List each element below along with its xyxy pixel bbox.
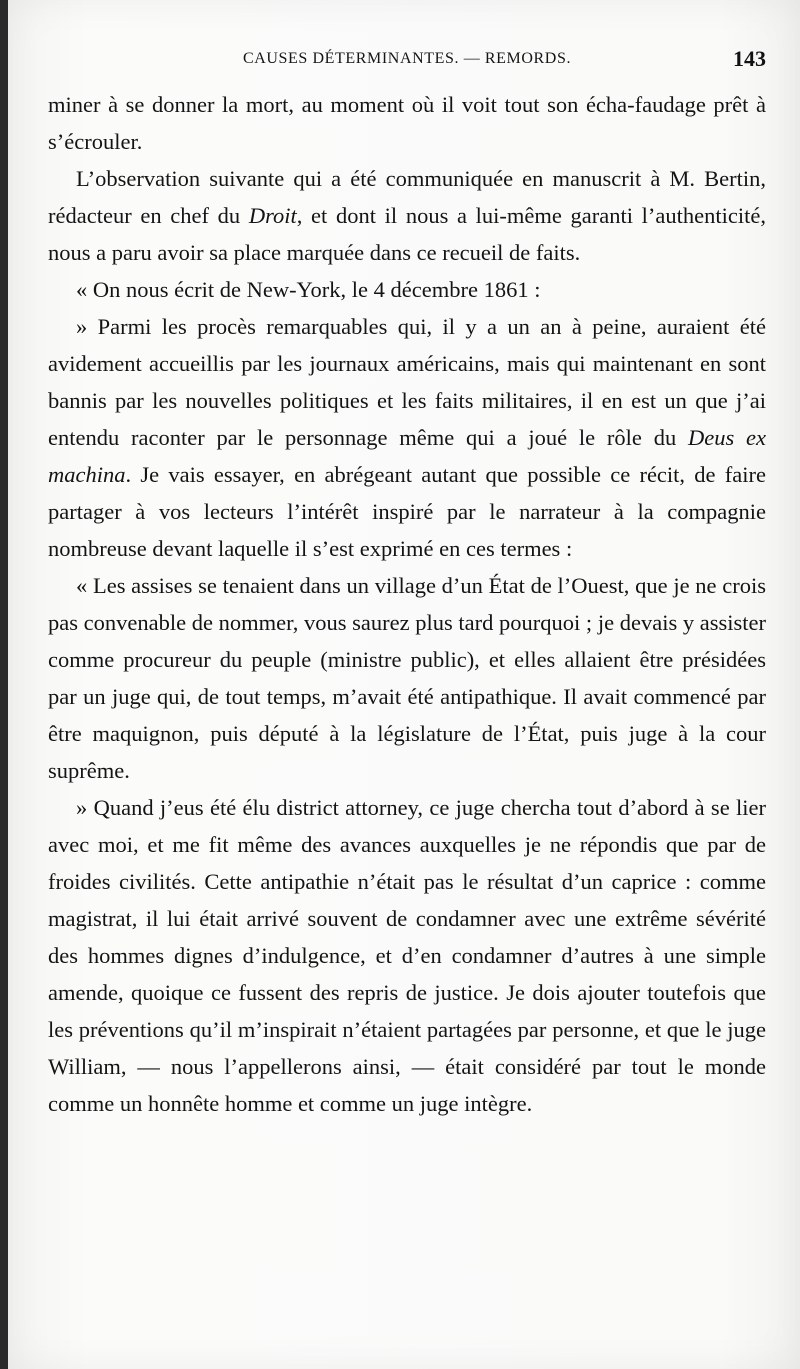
text-segment: » Quand j’eus été élu district attorney, ce juge chercha tout d’abord à se lier avec moi, et me fit même des avances auxquelles je ne répondis que par de froides civilités. Cette antipathie n’était pas le résultat d’un caprice : comme magistrat, il lui était arrivé souvent de condamner avec une extrême sévérité des hommes dignes d’indulgence, et d’en condamner d’autres à une simple amende, quoique ce fussent des repris de justice. Je dois ajouter toutefois que les préventions qu’il m’inspirait n’étaient partagées par personne, et que le juge William, — nous l’appellerons ainsi, — était considéré par tout le monde comme un honnête homme et comme un juge intègre.: [48, 795, 766, 1116]
text-segment: , et dont il nous a lui-même garanti l’authenticité, nous a paru avoir sa place marquée dans ce recueil de faits.: [48, 203, 766, 265]
body-text: [48, 86, 766, 1122]
page-number: 143: [733, 46, 766, 71]
paragraph: [48, 86, 766, 160]
text-segment: L’observation suivante qui a été communiquée en manuscrit à M. Bertin, rédacteur en chef du: [48, 166, 766, 228]
book-page: [8, 0, 800, 1369]
running-head: CAUSES DÉTERMINANTES. — REMORDS.: [242, 50, 572, 67]
paragraph: [48, 789, 766, 1122]
paragraph: [48, 567, 766, 789]
paragraph: [48, 271, 766, 308]
text-segment: « On nous écrit de New-York, le 4 décembre 1861 :: [76, 277, 541, 302]
text-segment: » Parmi les procès remarquables qui, il y a un an à peine, auraient été avidement accueillis par les journaux américains, mais qui maintenant en sont bannis par les nouvelles politiques et les faits militaires, il en est un que j’ai entendu raconter par le personnage même qui a joué le rôle du: [48, 314, 766, 450]
page-header: [48, 46, 766, 76]
text-segment: « Les assises se tenaient dans un village d’un État de l’Ouest, que je ne crois pas convenable de nommer, vous saurez plus tard pourquoi ; je devais y assister comme procureur du peuple (ministre public), et elles allaient être présidées par un juge qui, de tout temps, m’avait été antipathique. Il avait commencé par être maquignon, puis député à la législature de l’État, puis juge à la cour suprême.: [48, 573, 766, 783]
text-segment: miner à se donner la mort, au moment où il voit tout son écha-faudage prêt à s’écrouler.: [48, 92, 766, 154]
paragraph: [48, 160, 766, 271]
text-segment: . Je vais essayer, en abrégeant autant que possible ce récit, de faire partager à vos lecteurs l’intérêt inspiré par le narrateur à la compagnie nombreuse devant laquelle il s’est exprimé en ces termes :: [48, 462, 766, 561]
italic-text: Droit: [248, 203, 297, 228]
paragraph: [48, 308, 766, 567]
italic-text: Deus ex machina: [48, 425, 767, 487]
